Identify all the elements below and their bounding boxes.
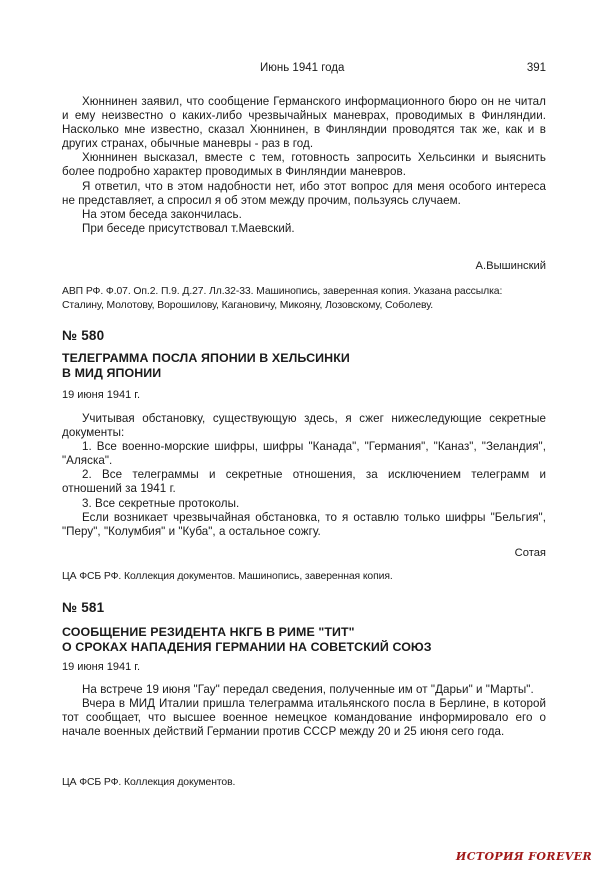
paragraph: 3. Все секретные протоколы.	[82, 496, 240, 510]
archive-source: ЦА ФСБ РФ. Коллекция документов. Машинопись, заверенная копия.	[62, 571, 393, 582]
paragraph: 1. Все военно-морские шифры, шифры "Канада", "Германия", "Каназ", "Зеландия", "Аляска".	[62, 440, 546, 468]
running-head	[62, 62, 546, 78]
document-body	[62, 683, 546, 739]
paragraph: Вчера в МИД Италии пришла телеграмма итальянского посла в Берлине, в которой тот сообщает, что высшее военное немецкое командование информировало его о начале военных действий Германии против СССР между 20 и 25 июня сего года.	[62, 697, 546, 739]
paragraph: Хюннинен заявил, что сообщение Германского информационного бюро он не читал и ему неизвестно о каких-либо чрезвычайных маневрах, проводимых в Финляндии. Насколько мне известно, сказал Хюннинен, в Финляндии проводятся так же, как и в других странах, обычные маневры - раз в год.	[62, 95, 546, 151]
document-date: 19 июня 1941 г.	[62, 661, 141, 673]
paragraph: При беседе присутствовал т.Маевский.	[82, 221, 295, 235]
paragraph: 2. Все телеграммы и секретные отношения, за исключением телеграмм и отношений за 1941 г.	[62, 468, 546, 496]
archive-source: ЦА ФСБ РФ. Коллекция документов.	[62, 777, 236, 788]
paragraph: Учитывая обстановку, существующую здесь, я сжег нижеследующие секретные документы:	[62, 412, 546, 440]
paragraph: На встрече 19 июня "Гау" передал сведения, полученные им от "Дарьи" и "Марты".	[82, 683, 534, 696]
document-date: 19 июня 1941 г.	[62, 389, 141, 401]
paragraph: Если возникает чрезвычайная обстановка, то я оставлю только шифры "Бельгия", "Перу", "Колумбия" и "Куба", а остальное сожгу.	[62, 510, 546, 538]
document-title-line: СООБЩЕНИЕ РЕЗИДЕНТА НКГБ В РИМЕ "ТИТ"	[62, 625, 355, 639]
document-number: № 581	[62, 600, 105, 615]
document-title	[62, 625, 546, 655]
document-title-line: ТЕЛЕГРАММА ПОСЛА ЯПОНИИ В ХЕЛЬСИНКИ	[62, 351, 350, 365]
document-body	[62, 412, 546, 539]
paragraph: Я ответил, что в этом надобности нет, ибо этот вопрос для меня особого интереса не представляет, а спросил я об этом между прочим, пользуясь случаем.	[62, 179, 546, 207]
paragraph: На этом беседа закончилась.	[82, 207, 242, 221]
document-title	[62, 351, 546, 381]
page-number: 391	[526, 62, 546, 74]
signature: Сотая	[514, 547, 546, 559]
signature: А.Вышинский	[475, 260, 546, 272]
archive-source: АВП РФ. Ф.07. Оп.2. П.9. Д.27. Лл.32-33. Машинопись, заверенная копия. Указана рассылка: Сталину, Молотову, Ворошилову, Кагановичу, Микояну, Лозовскому, Соболеву.	[62, 286, 503, 311]
document-title-line: В МИД ЯПОНИИ	[62, 366, 162, 380]
prev-doc-body	[62, 95, 546, 236]
document-number: № 580	[62, 328, 105, 343]
site-watermark: ИСТОРИЯ FOREVER	[455, 850, 592, 863]
document-title-line: О СРОКАХ НАПАДЕНИЯ ГЕРМАНИИ НА СОВЕТСКИЙ СОЮЗ	[62, 640, 432, 654]
running-title: Июнь 1941 года	[260, 62, 345, 74]
paragraph: Хюннинен высказал, вместе с тем, готовность запросить Хельсинки и выяснить более подробно характер проводимых в Финляндии маневров.	[62, 151, 546, 179]
